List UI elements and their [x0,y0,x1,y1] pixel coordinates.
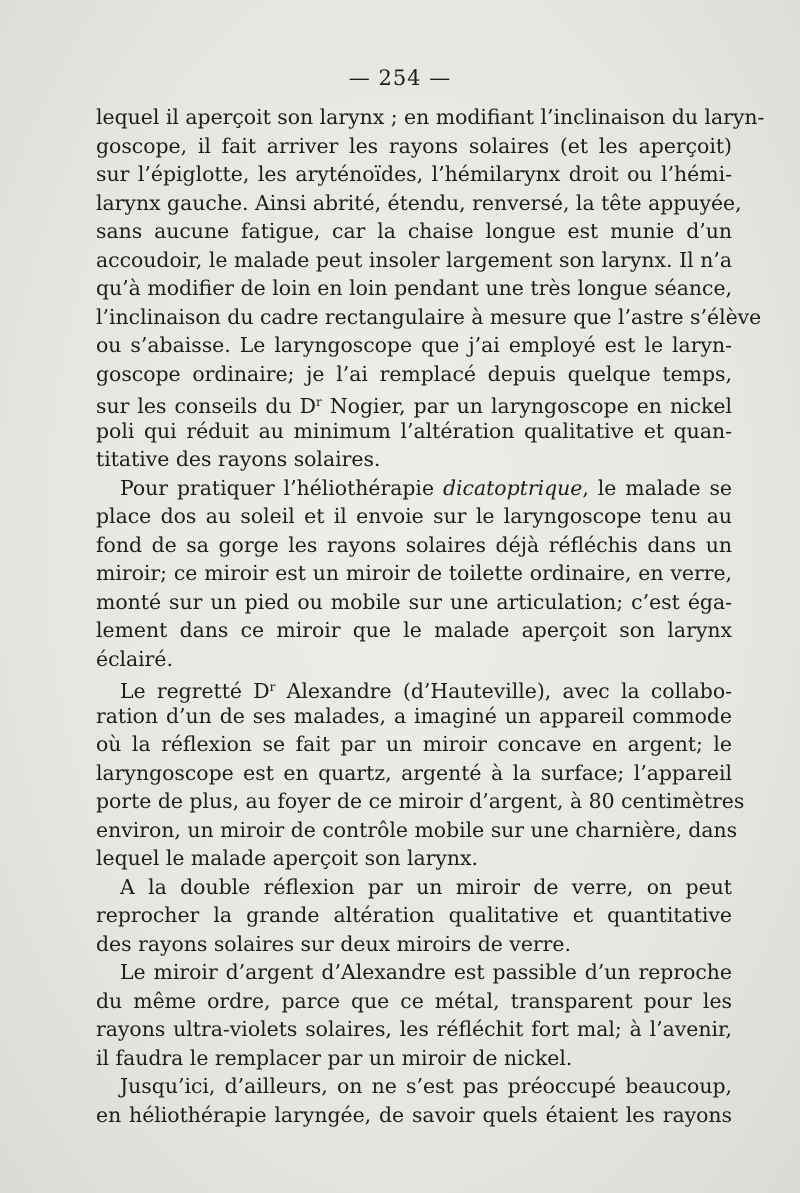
text-line: Jusqu’ici, d’ailleurs, on ne s’est pas préoccupé beaucoup, [120,1074,732,1098]
text-line: environ, un miroir de contrôle mobile sur une charnière, dans [96,817,738,842]
text-line: ration d’un de ses malades, a imaginé un appareil commode [96,703,732,728]
text-line: goscope, il fait arriver les rayons solaires (et les aperçoit) [96,133,732,158]
text-line: larynx gauche. Ainsi abrité, étendu, renversé, la tête appuyée, [96,190,742,215]
text-line: rayons ultra-violets solaires, les réfléchit fort mal; à l’avenir, [96,1017,732,1041]
text-line: miroir; ce miroir est un miroir de toilette ordinaire, en verre, [96,561,732,585]
text-line: en héliothérapie laryngée, de savoir quels étaient les rayons [96,1102,732,1127]
text-line: accoudoir, le malade peut insoler largement son larynx. Il n’a [96,247,732,272]
text-line: du même ordre, parce que ce métal, transparent pour les [96,988,732,1013]
text-line: où la réflexion se fait par un miroir concave en argent; le [96,732,732,756]
text-line: éclairé. [96,646,173,671]
text-line: lequel le malade aperçoit son larynx. [96,846,479,870]
body-text [96,103,765,1129]
text-line: ou s’abaisse. Le laryngoscope que j’ai employé est le laryn- [96,333,732,357]
text-line: lequel il aperçoit son larynx ; en modifiant l’inclinaison du laryn- [96,105,765,129]
text-line: poli qui réduit au minimum l’altération qualitative et quan- [96,418,732,443]
text-line: il faudra le remplacer par un miroir de nickel. [96,1045,573,1070]
text-line: laryngoscope est en quartz, argenté à la surface; l’appareil [96,760,732,785]
text-line: sur l’épiglotte, les aryténoïdes, l’hémilarynx droit ou l’hémi- [96,162,732,186]
text-line: lement dans ce miroir que le malade aperçoit son larynx [96,618,732,642]
text-line: titative des rayons solaires. [96,447,381,471]
text-line: sur les conseils du $D^r$ Nogier, par un laryngoscope en nickel [96,394,732,418]
text-line: fond de sa gorge les rayons solaires déjà réfléchis dans un [96,532,732,557]
text-line: des rayons solaires sur deux miroirs de verre. [96,931,571,956]
text-line: Le regretté $D^r$ Alexandre (d’Hauteville), avec la collabo- [120,679,733,703]
text-line: monté sur un pied ou mobile sur une articulation; c’est éga- [96,589,732,614]
text-line: porte de plus, au foyer de ce miroir d’argent, à 80 centimètres [96,789,745,813]
text-line: sans aucune fatigue, car la chaise longue est munie d’un [96,219,732,243]
text-line: A la double réflexion par un miroir de verre, on peut [120,874,732,899]
text-line: goscope ordinaire; je l’ai remplacé depuis quelque temps, [96,361,732,386]
text-line: place dos au soleil et il envoie sur le laryngoscope tenu au [96,504,732,528]
text-line: Le miroir d’argent d’Alexandre est passible d’un reproche [120,960,732,984]
text-line: qu’à modifier de loin en loin pendant une très longue séance, [96,276,732,300]
text-line: Pour pratiquer l’héliothérapie dicatoptrique, le malade se [120,475,732,500]
page-number: — 254 — [348,66,452,90]
text-line: reprocher la grande altération qualitative et quantitative [96,903,732,927]
text-line: l’inclinaison du cadre rectangulaire à mesure que l’astre s’élève [96,304,762,329]
